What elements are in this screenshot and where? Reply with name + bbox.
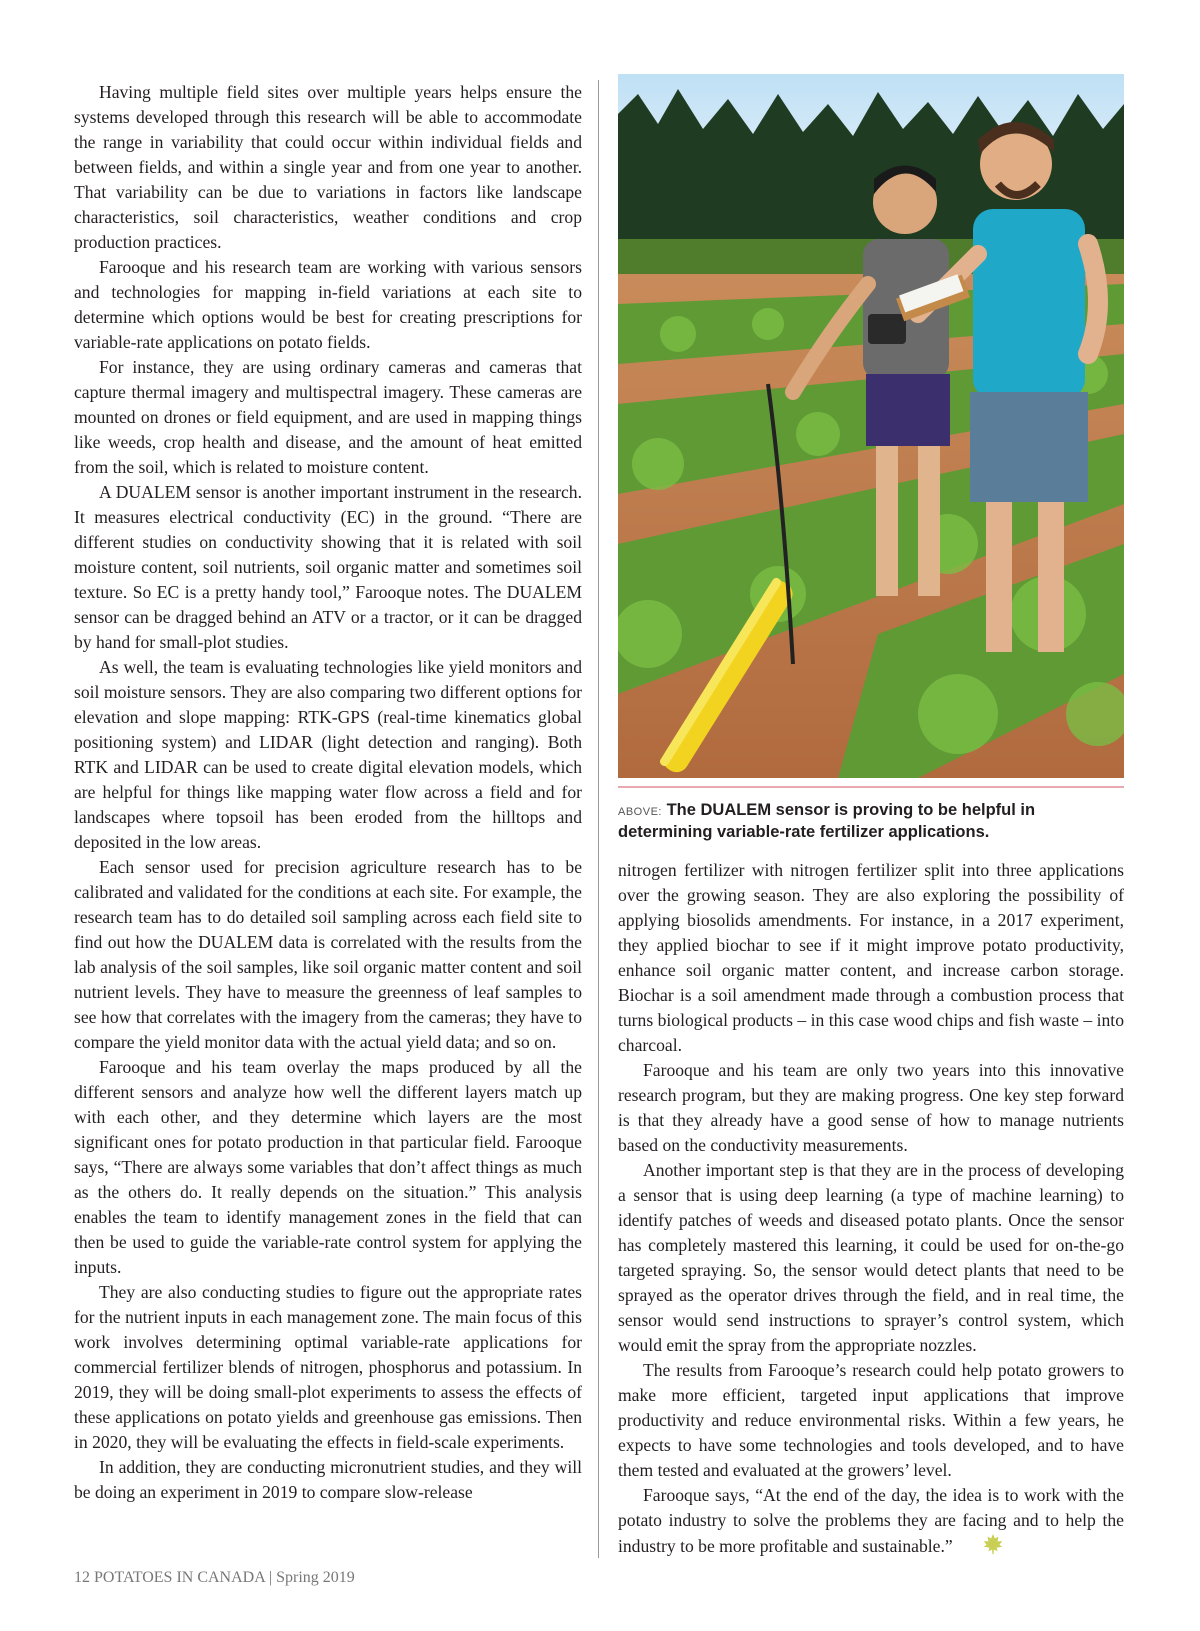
paragraph: Farooque and his research team are working with various sensors and technologies for mapping in-field variations at each site to determine which options would be best for creating prescriptions for variable-rate applications on potato fields. bbox=[74, 257, 582, 352]
paragraph: Farooque and his team overlay the maps produced by all the different sensors and analyze how well the different layers match up with each other, and they determine which layers are the most significant ones for potato production in that particular field. Farooque says, “There are always some variables that don’t affect things as much as the others do. It really depends on the situation.” This analysis enables the team to identify management zones in the field that can then be used to guide the variable-rate control system for applying the inputs. bbox=[74, 1057, 582, 1277]
paragraph: As well, the team is evaluating technologies like yield monitors and soil moisture sensors. They are also comparing two different options for elevation and slope mapping: RTK-GPS (real-time kinematics global positioning system) and LIDAR (light detection and ranging). Both RTK and LIDAR can be used to create digital elevation models, which are helpful for things like mapping water flow across a field and for landscapes where topsoil has been eroded from the hilltops and deposited in the low areas. bbox=[74, 657, 582, 852]
photo-divider bbox=[618, 786, 1124, 788]
caption-text: The DUALEM sensor is proving to be helpful in determining variable-rate fertilizer applications. bbox=[618, 801, 1036, 841]
left-column bbox=[74, 80, 582, 1505]
paragraph: A DUALEM sensor is another important instrument in the research. It measures electrical conductivity (EC) in the ground. “There are different studies on conductivity showing that it is related with soil moisture content, soil nutrients, soil organic matter and sometimes soil texture. So EC is a pretty handy tool,” Farooque notes. The DUALEM sensor can be dragged behind an ATV or a tractor, or it can be dragged by hand for small-plot studies. bbox=[74, 482, 582, 652]
column-divider bbox=[598, 80, 599, 1558]
paragraph: They are also conducting studies to figure out the appropriate rates for the nutrient inputs in each management zone. The main focus of this work involves determining optimal variable-rate applications for commercial fertilizer blends of nitrogen, phosphorus and potassium. In 2019, they will be doing small-plot experiments to assess the effects of these applications on potato yields and greenhouse gas emissions. Then in 2020, they will be evaluating the effects in field-scale experiments. bbox=[74, 1282, 582, 1452]
maple-leaf-icon bbox=[957, 1533, 1004, 1562]
final-paragraph-text: Farooque says, “At the end of the day, the idea is to work with the potato industry to solve the problems they are facing and to help the industry to be more profitable and sustainable.” bbox=[618, 1485, 1124, 1556]
field-photo-illustration bbox=[618, 74, 1124, 778]
paragraph: nitrogen fertilizer with nitrogen fertilizer split into three applications over the growing season. They are also exploring the possibility of applying biosolids amendments. For instance, in a 2017 experiment, they applied biochar to see if it might improve potato productivity, enhance soil organic matter content, and increase carbon storage. Biochar is a soil amendment made through a combustion process that turns biological products – in this case wood chips and fish waste – into charcoal. bbox=[618, 860, 1124, 1055]
paragraph: Each sensor used for precision agriculture research has to be calibrated and validated for the conditions at each site. For example, the research team has to do detailed soil sampling across each field site to find out how the DUALEM data is correlated with the results from the lab analysis of the soil samples, like soil organic matter content and soil nutrient levels. They have to measure the greenness of leaf samples to see how that correlates with the imagery from the cameras; they have to compare the yield monitor data with the actual yield data; and so on. bbox=[74, 857, 582, 1052]
page-footer: 12 POTATOES IN CANADA | Spring 2019 bbox=[74, 1569, 355, 1586]
paragraph-final bbox=[618, 1483, 1124, 1562]
caption-lead: ABOVE: bbox=[618, 806, 662, 818]
photo-caption bbox=[618, 800, 1124, 842]
paragraph: For instance, they are using ordinary cameras and cameras that capture thermal imagery and multispectral imagery. These cameras are mounted on drones or field equipment, and are used in mapping things like weeds, crop health and disease, and the amount of heat emitted from the soil, which is related to moisture content. bbox=[74, 357, 582, 477]
paragraph: In addition, they are conducting micronutrient studies, and they will be doing an experiment in 2019 to compare slow-release bbox=[74, 1457, 582, 1502]
paragraph: Another important step is that they are in the process of developing a sensor that is using deep learning (a type of machine learning) to identify patches of weeds and diseased potato plants. Once the sensor has completely mastered this learning, it could be used for on-the-go targeted spraying. So, the sensor would detect plants that need to be sprayed as the operator drives through the field, and in real time, the sensor would send instructions to sprayer’s control system, which would emit the spray from the appropriate nozzles. bbox=[618, 1160, 1124, 1355]
paragraph: The results from Farooque’s research could help potato growers to make more efficient, targeted input applications that improve productivity and reduce environmental risks. Within a few years, he expects to have some technologies and tools developed, and to have them tested and evaluated at the growers’ level. bbox=[618, 1360, 1124, 1480]
field-photo bbox=[618, 74, 1124, 778]
paragraph: Farooque and his team are only two years into this innovative research program, but they are making progress. One key step forward is that they already have a good sense of how to manage nutrients based on the conductivity measurements. bbox=[618, 1060, 1124, 1155]
paragraph: Having multiple field sites over multiple years helps ensure the systems developed through this research will be able to accommodate the range in variability that could occur within individual fields and between fields, and within a single year and from one year to another. That variability can be due to variations in factors like landscape characteristics, soil characteristics, weather conditions and crop production practices. bbox=[74, 82, 582, 252]
right-column bbox=[618, 858, 1124, 1562]
